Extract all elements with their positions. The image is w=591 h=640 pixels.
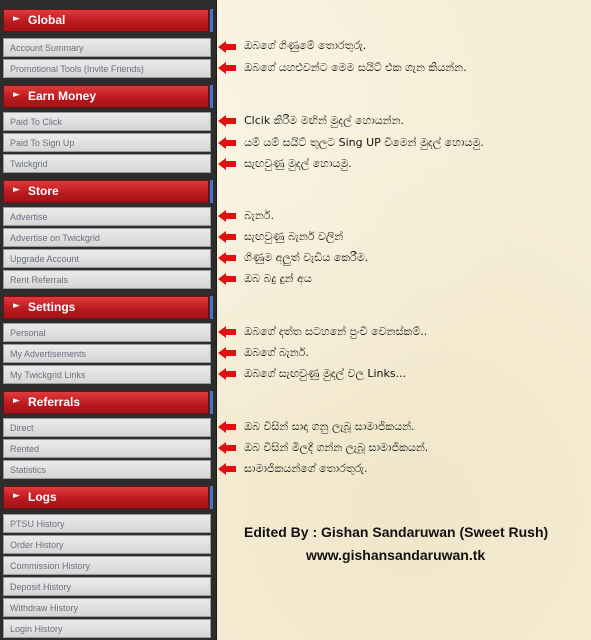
sidebar-item-deposit-history[interactable]: Deposit History [3, 577, 211, 596]
annotation-advertise: බැනර්. [244, 209, 275, 222]
red-arrow-left-icon [218, 115, 236, 127]
section-header-referrals[interactable] [3, 391, 209, 414]
sidebar-item-rent-referrals[interactable]: Rent Referrals [3, 270, 211, 289]
sidebar-item-direct[interactable]: Direct [3, 418, 211, 437]
red-arrow-left-icon [218, 137, 236, 149]
arrow-right-icon: ► [13, 90, 20, 100]
sidebar-item-paid-to-click[interactable]: Paid To Click [3, 112, 211, 131]
annotation-rent-referrals: ඔබ බදු දුන් අය [244, 272, 312, 285]
section-title: Global [28, 13, 66, 27]
red-arrow-left-icon [218, 273, 236, 285]
annotation-statistics: සාමාජිකයන්ගේ තොරතුරු. [244, 462, 368, 475]
sidebar-item-advertise-on-twickgrid[interactable]: Advertise on Twickgrid [3, 228, 211, 247]
sidebar-item-promotional-tools[interactable]: Promotional Tools (Invite Friends) [3, 59, 211, 78]
annotation-my-advertisements: ඔබගේ බැනර්. [244, 346, 309, 359]
sidebar-item-login-history[interactable]: Login History [3, 619, 211, 638]
red-arrow-left-icon [218, 62, 236, 74]
sidebar-item-commission-history[interactable]: Commission History [3, 556, 211, 575]
section-title: Settings [28, 300, 76, 314]
sidebar-item-statistics[interactable]: Statistics [3, 460, 211, 479]
annotation-promotional-tools: ඔබගේ යහළුවන්ට මෙම සයිට් එක ගැන කියන්න. [244, 61, 467, 74]
annotation-rented: ඔබ විසින් මිලදී ගන්න ලැබූ සාමාජිකයන්. [244, 441, 429, 454]
red-arrow-left-icon [218, 158, 236, 170]
sidebar-item-my-advertisements[interactable]: My Advertisements [3, 344, 211, 363]
section-title: Referrals [28, 395, 81, 409]
annotation-twickgrid: සැඟවුණු මුදල් හොයමු. [244, 157, 352, 170]
annotation-personal: ඔබගේ දත්ත සටහනේ පුංචි වෙනස්කම්.. [244, 325, 428, 338]
red-arrow-left-icon [218, 463, 236, 475]
sidebar-item-order-history[interactable]: Order History [3, 535, 211, 554]
arrow-right-icon: ► [13, 491, 20, 501]
website-credit: www.gishansandaruwan.tk [306, 547, 486, 563]
red-arrow-left-icon [218, 368, 236, 380]
arrow-right-icon: ► [13, 301, 20, 311]
red-arrow-left-icon [218, 442, 236, 454]
section-header-settings[interactable] [3, 296, 209, 319]
red-arrow-left-icon [218, 252, 236, 264]
sidebar-item-advertise[interactable]: Advertise [3, 207, 211, 226]
section-header-earn-money[interactable] [3, 85, 209, 108]
edited-by-credit: Edited By : Gishan Sandaruwan (Sweet Rush) [244, 524, 549, 540]
arrow-right-icon: ► [13, 185, 20, 195]
annotation-account-summary: ඔබගේ ගිණුමේ තොරතුරු. [244, 39, 367, 52]
annotation-upgrade-account: ගිණුම අලුත් වැඩිය කෙරීම. [244, 251, 369, 264]
annotation-paid-to-sign-up: යම් යම් සයිට් තුලට Sing UP වීමෙන් මුදල් හොයමු. [244, 136, 484, 149]
sidebar-item-twickgrid[interactable]: Twickgrid [3, 154, 211, 173]
sidebar-item-my-twickgrid-links[interactable]: My Twickgrid Links [3, 365, 211, 384]
sidebar-item-ptsu-history[interactable]: PTSU History [3, 514, 211, 533]
section-header-store[interactable] [3, 180, 209, 203]
red-arrow-left-icon [218, 231, 236, 243]
annotation-my-twickgrid-links: ඔබගේ සැඟවුණු මුදල් වල Links... [244, 367, 407, 380]
arrow-right-icon: ► [13, 396, 20, 406]
section-header-logs[interactable] [3, 486, 209, 509]
section-title: Logs [28, 490, 57, 504]
section-header-global[interactable] [3, 9, 209, 32]
annotation-direct: ඔබ විසින් සාදා ගනු ලැබූ සාමාජිකයන්. [244, 420, 415, 433]
red-arrow-left-icon [218, 421, 236, 433]
red-arrow-left-icon [218, 41, 236, 53]
sidebar [0, 0, 217, 640]
section-title: Store [28, 184, 59, 198]
sidebar-item-upgrade-account[interactable]: Upgrade Account [3, 249, 211, 268]
sidebar-item-withdraw-history[interactable]: Withdraw History [3, 598, 211, 617]
red-arrow-left-icon [218, 210, 236, 222]
red-arrow-left-icon [218, 326, 236, 338]
red-arrow-left-icon [218, 347, 236, 359]
annotation-paid-to-click: Clcik කිරීම මඟින් මුදල් හොයන්න. [244, 114, 404, 127]
sidebar-item-rented[interactable]: Rented [3, 439, 211, 458]
sidebar-item-paid-to-sign-up[interactable]: Paid To Sign Up [3, 133, 211, 152]
arrow-right-icon: ► [13, 14, 20, 24]
sidebar-item-personal[interactable]: Personal [3, 323, 211, 342]
annotation-advertise-on-twickgrid: සැඟවුණු බැනර් වලින් [244, 230, 344, 243]
section-title: Earn Money [28, 89, 97, 103]
sidebar-item-account-summary[interactable]: Account Summary [3, 38, 211, 57]
